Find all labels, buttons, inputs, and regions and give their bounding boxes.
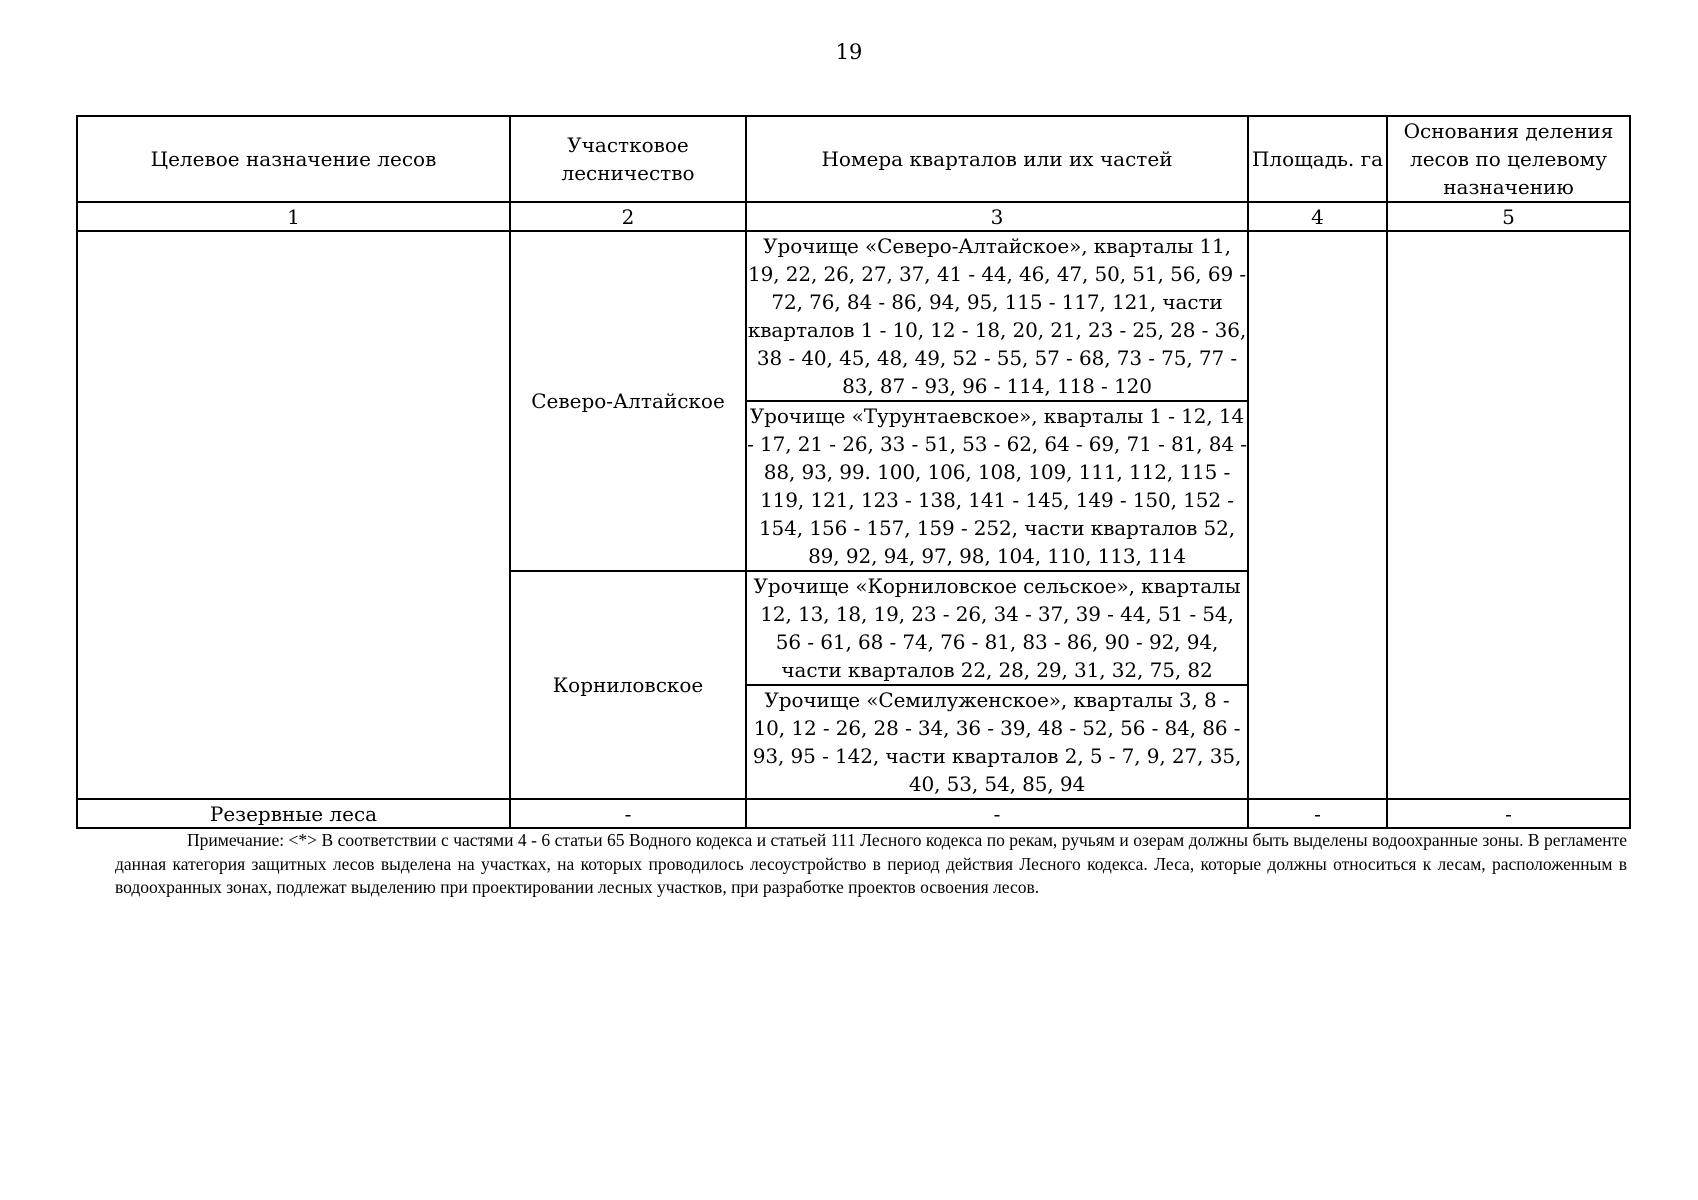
forestry-cell: Корниловское — [510, 571, 746, 799]
header-purpose: Целевое назначение лесов — [77, 116, 510, 202]
column-number-row — [77, 202, 1630, 231]
reserve-forestry: - — [510, 799, 746, 828]
table-header-row — [77, 116, 1630, 202]
header-basis: Основания деления лесов по целевому назначению — [1387, 116, 1630, 202]
purpose-cell — [77, 231, 510, 799]
quarters-cell: Урочище «Семилуженское», кварталы 3, 8 - 10, 12 - 26, 28 - 34, 36 - 39, 48 - 52, 56 - 84, 86 - 93, 95 - 142, части кварталов 2, 5 - 7, 9, 27, 35, 40, 53, 54, 85, 94 — [746, 685, 1248, 799]
column-number: 1 — [77, 202, 510, 231]
header-forestry: Участковое лесничество — [510, 116, 746, 202]
header-quarters: Номера кварталов или их частей — [746, 116, 1248, 202]
forestry-cell: Северо-Алтайское — [510, 231, 746, 571]
area-cell — [1248, 231, 1387, 799]
quarters-cell: Урочище «Турунтаевское», кварталы 1 - 12, 14 - 17, 21 - 26, 33 - 51, 53 - 62, 64 - 69, 71 - 81, 84 - 88, 93, 99. 100, 106, 108, 109, 111, 112, 115 - 119, 121, 123 - 138, 141 - 145, 149 - 150, 152 - 154, 156 - 157, 159 - 252, части кварталов 52, 89, 92, 94, 97, 98, 104, 110, 113, 114 — [746, 401, 1248, 571]
footnote: Примечание: <*> В соответствии с частями 4 - 6 статьи 65 Водного кодекса и статьей 111 Лесного кодекса по рекам, ручьям и озерам должны быть выделены водоохранные зоны. В регламенте данная категория защитных лесов выделена на участках, на которых проводилось лесоустройство в период действия Лесного кодекса. Леса, которые должны относиться к лесам, расположенным в водоохранных зонах, подлежат выделению при проектировании лесных участков, при разработке проектов освоения лесов. — [115, 830, 1627, 897]
column-number: 3 — [746, 202, 1248, 231]
reserve-quarters: - — [746, 799, 1248, 828]
page-number: 19 — [835, 40, 863, 64]
reserve-forests-row — [77, 799, 1630, 828]
column-number: 5 — [1387, 202, 1630, 231]
reserve-label: Резервные леса — [77, 799, 510, 828]
quarters-cell: Урочище «Корниловское сельское», кварталы 12, 13, 18, 19, 23 - 26, 34 - 37, 39 - 44, 51 - 54, 56 - 61, 68 - 74, 76 - 81, 83 - 86, 90 - 92, 94, части кварталов 22, 28, 29, 31, 32, 75, 82 — [746, 571, 1248, 685]
column-number: 4 — [1248, 202, 1387, 231]
reserve-area: - — [1248, 799, 1387, 828]
basis-cell — [1387, 231, 1630, 799]
quarters-cell: Урочище «Северо-Алтайское», кварталы 11, 19, 22, 26, 27, 37, 41 - 44, 46, 47, 50, 51, 56, 69 - 72, 76, 84 - 86, 94, 95, 115 - 117, 121, части кварталов 1 - 10, 12 - 18, 20, 21, 23 - 25, 28 - 36, 38 - 40, 45, 48, 49, 52 - 55, 57 - 68, 73 - 75, 77 - 83, 87 - 93, 96 - 114, 118 - 120 — [746, 231, 1248, 401]
reserve-basis: - — [1387, 799, 1630, 828]
column-number: 2 — [510, 202, 746, 231]
table-row — [77, 231, 1630, 401]
header-area: Площадь. га — [1248, 116, 1387, 202]
forest-purpose-table — [76, 115, 1631, 829]
